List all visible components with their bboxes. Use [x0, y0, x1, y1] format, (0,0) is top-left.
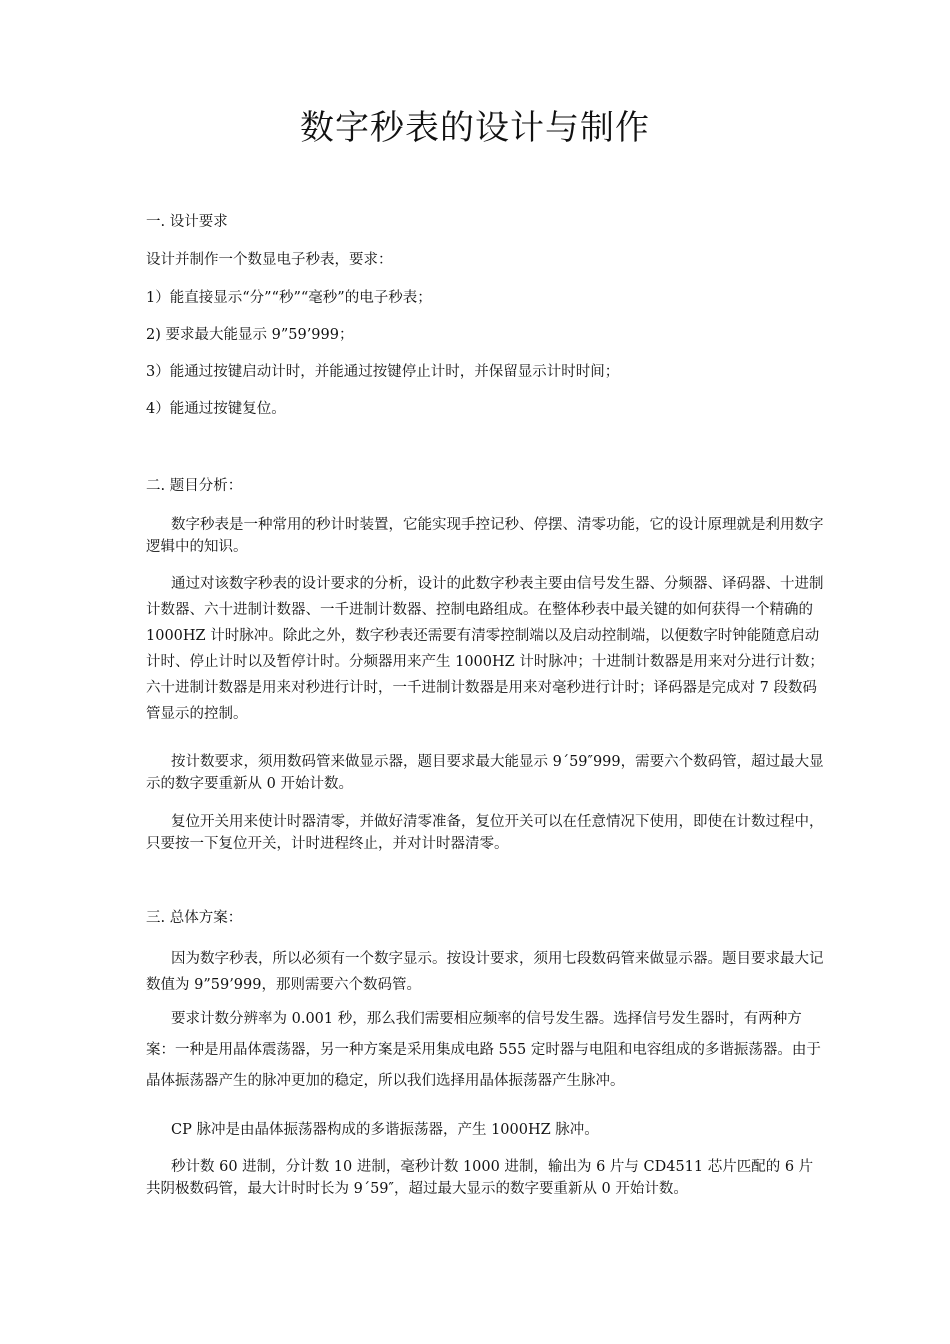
plan-paragraph: 因为数字秒表，所以必须有一个数字显示。按设计要求，须用七段数码管来做显示器。题目要求最大记数值为 9”59’999，那则需要六个数码管。 — [146, 951, 824, 993]
requirement-item: 4）能通过按键复位。 — [146, 401, 286, 417]
requirements-intro: 设计并制作一个数显电子秒表，要求： — [146, 252, 393, 268]
section-heading-overall-plan: 三. 总体方案： — [146, 910, 243, 926]
analysis-paragraph: 按计数要求，须用数码管来做显示器，题目要求最大能显示 9´59″999，需要六个数码管，超过最大显示的数字要重新从 0 开始计数。 — [146, 754, 824, 792]
analysis-paragraph: 复位开关用来使计时器清零，并做好清零准备，复位开关可以在任意情况下使用，即使在计数过程中，只要按一下复位开关，计时进程终止，并对计时器清零。 — [146, 814, 824, 852]
requirement-item: 2) 要求最大能显示 9”59’999； — [146, 327, 354, 343]
plan-paragraph: CP 脉冲是由晶体振荡器构成的多谐振荡器，产生 1000HZ 脉冲。 — [171, 1122, 599, 1138]
document-title: 数字秒表的设计与制作 — [300, 108, 650, 148]
analysis-paragraph: 数字秒表是一种常用的秒计时装置，它能实现手控记秒、停摆、清零功能，它的设计原理就是利用数字逻辑中的知识。 — [146, 517, 824, 555]
section-heading-analysis: 二. 题目分析： — [146, 478, 243, 494]
requirement-item: 1）能直接显示“分”“秒”“毫秒”的电子秒表； — [146, 290, 432, 306]
plan-paragraph: 要求计数分辨率为 0.001 秒，那么我们需要相应频率的信号发生器。选择信号发生器时，有两种方案：一种是用晶体震荡器，另一种方案是采用集成电路 555 定时器与电阻和电容组成的多谐振荡器。由于晶体振荡器产生的脉冲更加的稳定，所以我们选择用晶体振荡器产生脉冲。 — [146, 1011, 821, 1089]
plan-paragraph: 秒计数 60 进制，分计数 10 进制，毫秒计数 1000 进制，输出为 6 片与 CD4511 芯片匹配的 6 片共阴极数码管，最大计时时长为 9´59″，超过最大显示的数字要重新从 0 开始计数。 — [146, 1159, 814, 1197]
section-heading-requirements: 一. 设计要求 — [146, 214, 228, 230]
requirement-item: 3）能通过按键启动计时，并能通过按键停止计时，并保留显示计时时间； — [146, 364, 620, 380]
analysis-paragraph: 通过对该数字秒表的设计要求的分析，设计的此数字秒表主要由信号发生器、分频器、译码器、十进制计数器、六十进制计数器、一千进制计数器、控制电路组成。在整体秒表中最关键的如何获得一个精确的 1000HZ 计时脉冲。除此之外，数字秒表还需要有清零控制端以及启动控制端，以便数字时钟能随意启动计时、停止计时以及暂停计时。分频器用来产生 1000HZ 计时脉冲；十进制计数器是用来对分进行计数；六十进制计数器是用来对秒进行计时，一千进制计数器是用来对毫秒进行计时；译码器是完成对 7 段数码管显示的控制。 — [146, 576, 824, 722]
